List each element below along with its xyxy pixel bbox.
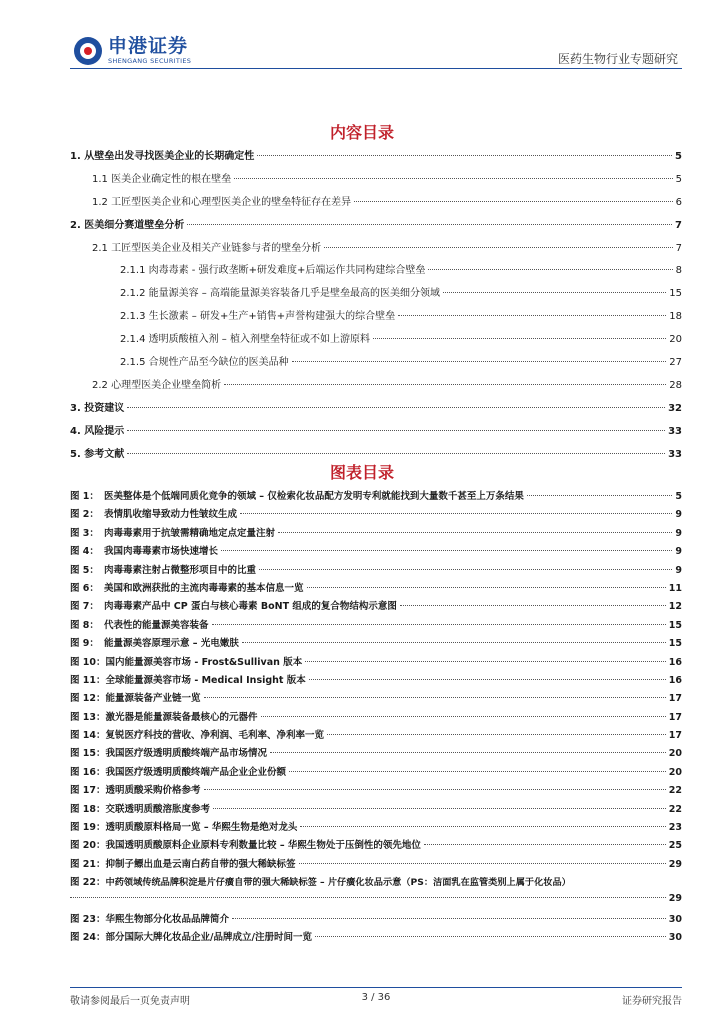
- figure-entry-label: 美国和欧洲获批的主流肉毒毒素的基本信息一览: [104, 582, 304, 594]
- figure-entry-label: 国内能量源美容市场 - Frost&Sullivan 版本: [105, 656, 303, 668]
- figure-entry-number: 图 9：: [70, 638, 99, 650]
- dot-leader: [309, 679, 666, 680]
- toc-entry-label: 2. 医美细分赛道壁垒分析: [70, 219, 185, 231]
- page-header: [0, 0, 724, 70]
- figure-entry-page: 12: [668, 601, 682, 613]
- figure-entry-label: 透明质酸原料格局一览 – 华熙生物是绝对龙头: [105, 822, 298, 834]
- figure-entry[interactable]: [70, 782, 682, 800]
- page-number: 3 / 36: [361, 992, 391, 1003]
- dot-leader: [354, 201, 673, 202]
- figure-entry-page: 22: [668, 785, 682, 797]
- figure-entry-page: 9: [675, 564, 682, 576]
- toc-entry[interactable]: [70, 170, 682, 193]
- figure-entry-number: 图 1：: [70, 491, 99, 502]
- figure-entry-label: 全球能量源美容市场 - Medical Insight 版本: [105, 674, 306, 686]
- dot-leader: [373, 338, 666, 339]
- figure-list: [70, 488, 682, 948]
- header-divider: [70, 68, 682, 69]
- dot-leader: [240, 513, 672, 514]
- footer-divider: [70, 987, 682, 988]
- figure-entry[interactable]: [70, 837, 682, 855]
- dot-leader: [127, 407, 665, 408]
- dot-leader: [204, 697, 666, 698]
- figure-entry-number: 图 23：: [70, 913, 106, 925]
- figure-entry-page: 16: [668, 656, 682, 668]
- figure-entry-page: 25: [668, 840, 682, 852]
- toc-entry[interactable]: [70, 193, 682, 216]
- figure-entry-page: 20: [668, 748, 682, 760]
- dot-leader: [327, 734, 666, 735]
- dot-leader: [400, 605, 666, 606]
- dot-leader: [270, 752, 666, 753]
- dot-leader: [261, 716, 666, 717]
- figure-entry-page: 23: [668, 822, 682, 834]
- dot-leader: [259, 569, 672, 570]
- figure-entry-label: 我国肉毒毒素市场快速增长: [104, 546, 219, 558]
- figure-entry-page: 30: [668, 932, 682, 944]
- figure-entry-page: 22: [668, 803, 682, 815]
- figure-entry[interactable]: [70, 562, 682, 580]
- figure-entry-label: 表情肌收缩导致动力性皱纹生成: [104, 509, 238, 521]
- figure-entry-number: 图 12：: [70, 693, 106, 705]
- toc-entry[interactable]: [70, 399, 682, 422]
- toc-entry[interactable]: [70, 261, 682, 284]
- toc-entry-page: 18: [669, 311, 682, 323]
- dot-leader: [300, 826, 665, 827]
- company-logo: [74, 37, 191, 65]
- figure-entry-page: 29: [668, 858, 682, 870]
- figure-entry-number: 图 3：: [70, 527, 99, 539]
- figure-entry[interactable]: [70, 617, 682, 635]
- toc-entry-page: 8: [675, 265, 682, 277]
- toc-entry-label: 5. 参考文献: [70, 448, 125, 460]
- dot-leader: [213, 808, 666, 809]
- figure-entry[interactable]: [70, 654, 682, 672]
- figure-entry-number: 图 24：: [70, 932, 106, 944]
- dot-leader: [307, 587, 666, 588]
- dot-leader: [292, 361, 667, 362]
- figure-entry-page: 20: [668, 766, 682, 778]
- dot-leader: [424, 844, 666, 845]
- figure-entry[interactable]: [70, 745, 682, 763]
- figure-entry-label: 代表性的能量源美容装备: [104, 619, 209, 631]
- dot-leader: [315, 936, 666, 937]
- figure-entry-page: 9: [675, 509, 682, 521]
- figure-entry[interactable]: [70, 929, 682, 947]
- figure-entry-number: 图 14：: [70, 730, 106, 742]
- figure-entry[interactable]: [70, 709, 682, 727]
- figure-entry[interactable]: [70, 856, 682, 874]
- figure-entry[interactable]: [70, 911, 682, 929]
- toc-entry[interactable]: [70, 307, 682, 330]
- toc-entry-page: 33: [668, 425, 682, 437]
- figure-entry-label: 医美整体是个低端同质化竞争的领域 – 仅检索化妆品配方发明专利就能找到大量数千甚至上万条结果: [104, 491, 524, 502]
- figure-entry-page: 9: [675, 546, 682, 558]
- figure-entry-number: 图 18：: [70, 803, 106, 815]
- dot-leader: [324, 247, 673, 248]
- toc-entry-label: 1. 从壁垒出发寻找医美企业的长期确定性: [70, 151, 255, 162]
- figure-entry[interactable]: [70, 819, 682, 837]
- figure-list-title: 图表目录: [329, 463, 394, 482]
- dot-leader: [443, 292, 666, 293]
- dot-leader: [289, 771, 666, 772]
- figure-entry-number: 图 5：: [70, 564, 99, 576]
- figure-entry-number: 图 7：: [70, 601, 99, 613]
- figure-entry[interactable]: [70, 580, 682, 598]
- figure-entry[interactable]: [70, 874, 682, 892]
- figure-entry-page: 5: [675, 491, 682, 502]
- logo-name-en: SHENGANG SECURITIES: [108, 57, 192, 66]
- figure-entry-number: 图 6：: [70, 582, 99, 594]
- figure-entry-label: 透明质酸采购价格参考: [105, 785, 201, 797]
- toc-entry-label: 2.1.2 能量源美容 – 高端能量源美容装备几乎是壁垒最高的医美细分领域: [120, 288, 440, 300]
- toc-title: 内容目录: [329, 123, 394, 142]
- dot-leader: [527, 495, 673, 496]
- figure-entry-number: 图 20：: [70, 840, 106, 852]
- figure-entry[interactable]: [70, 801, 682, 819]
- toc-entry-label: 1.2 工匠型医美企业和心理型医美企业的壁垒特征存在差异: [92, 196, 352, 208]
- toc-entry-page: 15: [669, 288, 682, 300]
- dot-leader: [232, 918, 666, 919]
- figure-entry-label: 抑制子鳔出血是云南白药自带的强大稀缺标签: [105, 858, 296, 870]
- figure-entry-page: 16: [668, 674, 682, 686]
- toc-entry[interactable]: [70, 239, 682, 262]
- figure-entry-label: 我国医疗级透明质酸终端产品企业企业份额: [105, 766, 287, 778]
- figure-entry[interactable]: [70, 635, 682, 653]
- dot-leader: [278, 532, 672, 533]
- report-label: 证券研究报告: [622, 996, 682, 1007]
- figure-entry[interactable]: [70, 690, 682, 708]
- figure-entry-page: 17: [668, 693, 682, 705]
- toc-entry-label: 2.1.5 合规性产品至今缺位的医美品种: [120, 357, 289, 369]
- toc-entry-label: 2.1 工匠型医美企业及相关产业链参与者的壁垒分析: [92, 242, 322, 254]
- figure-entry-label: 部分国际大牌化妆品企业/品牌成立/注册时间一览: [105, 932, 312, 944]
- dot-leader: [234, 178, 673, 179]
- figure-entry-number: 图 11：: [70, 674, 106, 686]
- figure-entry-label: 华熙生物部分化妆品品牌简介: [105, 913, 230, 925]
- toc-entry-page: 20: [669, 334, 682, 346]
- toc-entry-page: 5: [675, 151, 682, 162]
- dot-leader: [224, 384, 666, 385]
- dot-leader: [428, 269, 672, 270]
- toc-entry[interactable]: [70, 376, 682, 399]
- toc-entry[interactable]: [70, 284, 682, 307]
- figure-entry-label: 交联透明质酸溶胀度参考: [105, 803, 211, 815]
- dot-leader: [305, 661, 666, 662]
- toc-entry[interactable]: [70, 422, 682, 445]
- dot-leader: [127, 453, 665, 454]
- figure-entry-page: 9: [675, 527, 682, 539]
- figure-entry-label: 能量源装备产业链一览: [105, 693, 201, 705]
- figure-entry-number: 图 13：: [70, 711, 106, 723]
- figure-entry-label: 激光器是能量源装备最核心的元器件: [105, 711, 258, 723]
- figure-entry-number: 图 17：: [70, 785, 106, 797]
- toc-entry-label: 2.2 心理型医美企业壁垒简析: [92, 379, 222, 391]
- toc-entry-page: 7: [675, 219, 682, 231]
- toc-entry-page: 33: [668, 448, 682, 460]
- figure-entry-number: 图 8：: [70, 619, 99, 631]
- dot-leader: [257, 155, 672, 156]
- toc-entry-label: 2.1.3 生长激素 – 研发+生产+销售+声誉构建强大的综合壁垒: [120, 311, 396, 323]
- toc-entry[interactable]: [70, 216, 682, 239]
- dot-leader: [242, 642, 666, 643]
- disclaimer-note: 敬请参阅最后一页免责声明: [70, 996, 190, 1007]
- figure-entry-number: 图 2：: [70, 509, 99, 521]
- figure-entry[interactable]: [70, 543, 682, 561]
- figure-entry-number: 图 16：: [70, 766, 106, 778]
- dot-leader: [70, 897, 666, 898]
- figure-entry-label: 我国医疗级透明质酸终端产品市场情况: [105, 748, 268, 760]
- toc-entry[interactable]: [70, 147, 682, 170]
- table-of-contents: [70, 147, 682, 467]
- figure-entry-label: 肉毒毒素产品中 CP 蛋白与核心毒素 BoNT 组成的复合物结构示意图: [104, 601, 397, 613]
- report-type: 医药生物行业专题研究: [557, 52, 678, 66]
- logo-name-cn: 申港证券: [108, 35, 189, 58]
- figure-entry[interactable]: [70, 672, 682, 690]
- figure-entry-number: 图 15：: [70, 748, 106, 760]
- figure-entry-page: 11: [668, 582, 682, 594]
- figure-entry-page: 15: [668, 638, 682, 650]
- figure-entry[interactable]: [70, 764, 682, 782]
- figure-entry[interactable]: [70, 727, 682, 745]
- toc-entry-label: 3. 投资建议: [70, 402, 125, 414]
- figure-entry-label: 我国透明质酸原料企业原料专利数量比较 – 华熙生物处于压倒性的领先地位: [105, 840, 421, 852]
- figure-entry[interactable]: [67, 893, 682, 911]
- figure-entry[interactable]: [70, 598, 682, 616]
- figure-entry-page: 17: [668, 711, 682, 723]
- logo-mark-icon: [74, 37, 102, 65]
- figure-entry-number: 图 22：: [70, 877, 106, 889]
- toc-entry-page: 5: [675, 173, 682, 185]
- figure-entry-number: 图 21：: [70, 858, 106, 870]
- figure-entry[interactable]: [70, 506, 682, 524]
- figure-entry-page: 30: [668, 913, 682, 925]
- figure-entry-page: 15: [668, 619, 682, 631]
- figure-entry-label: 肉毒毒素注射占微整形项目中的比重: [104, 564, 257, 576]
- toc-entry-page: 6: [675, 196, 682, 208]
- toc-entry-page: 27: [669, 357, 682, 369]
- toc-entry-label: 2.1.1 肉毒毒素 - 强行政垄断+研发难度+后端运作共同构建综合壁垒: [120, 265, 426, 277]
- dot-leader: [187, 224, 672, 225]
- figure-entry-number: 图 10：: [70, 656, 106, 668]
- toc-entry-label: 4. 风险提示: [70, 425, 125, 437]
- figure-entry[interactable]: [70, 488, 682, 506]
- figure-entry-number: 图 4：: [70, 546, 99, 558]
- dot-leader: [398, 315, 666, 316]
- dot-leader: [299, 863, 666, 864]
- figure-entry-label: 肉毒毒素用于抗皱需精确地定点定量注射: [104, 527, 276, 539]
- toc-entry-label: 2.1.4 透明质酸植入剂 – 植入剂壁垒特征或不如上游原料: [120, 334, 370, 346]
- toc-entry-page: 28: [669, 379, 682, 391]
- dot-leader: [204, 789, 666, 790]
- figure-entry-number: 图 19：: [70, 822, 106, 834]
- toc-entry-page: 7: [675, 242, 682, 254]
- toc-entry-page: 32: [668, 402, 682, 414]
- figure-entry-label: 复锐医疗科技的营收、净利润、毛利率、净利率一览: [105, 730, 325, 742]
- dot-leader: [212, 624, 666, 625]
- figure-entry-page: 29: [668, 892, 682, 904]
- figure-entry[interactable]: [70, 525, 682, 543]
- toc-entry[interactable]: [70, 353, 682, 376]
- figure-entry-page: 17: [668, 730, 682, 742]
- dot-leader: [221, 550, 672, 551]
- figure-entry-label: 能量源美容原理示意 – 光电嫩肤: [104, 638, 239, 650]
- toc-entry-label: 1.1 医美企业确定性的根在壁垒: [92, 173, 232, 185]
- dot-leader: [127, 430, 665, 431]
- figure-entry-label: 中药领域传统品牌积淀是片仔癀自带的强大稀缺标签 – 片仔癀化妆品示意（PS：洁面乳在监管类别上属于化妆品）: [105, 877, 571, 889]
- toc-entry[interactable]: [70, 330, 682, 353]
